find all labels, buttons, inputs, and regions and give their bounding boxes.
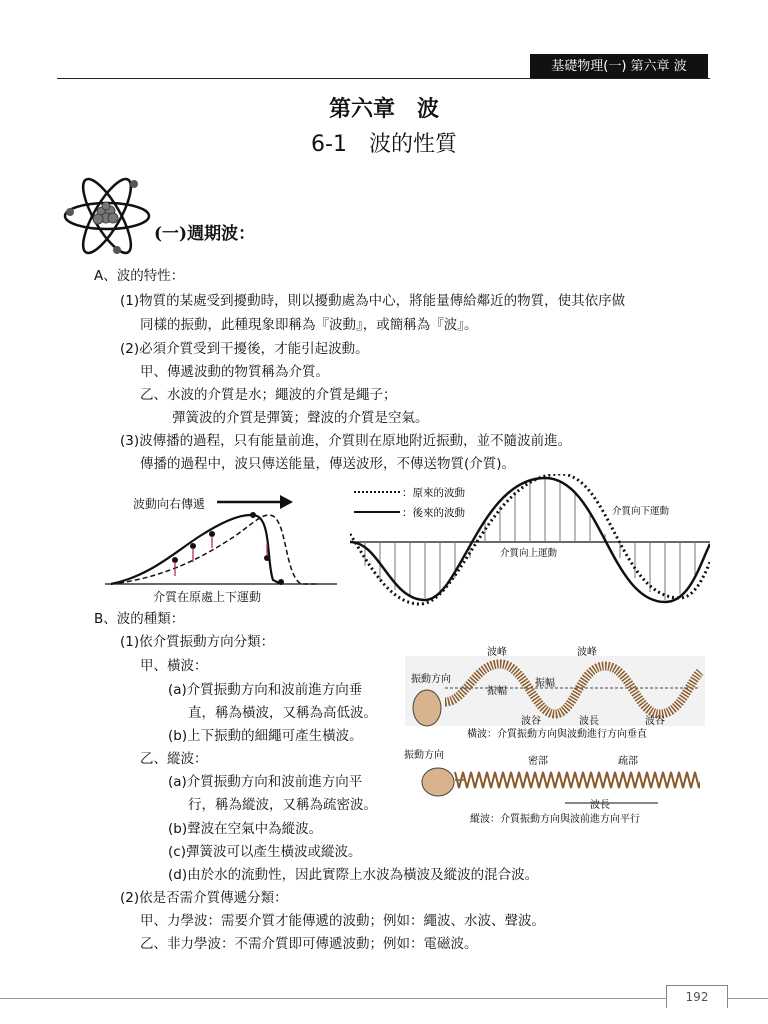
rarefaction-label: 疏部 — [618, 756, 638, 767]
text-line: 甲、力學波：需要介質才能傳遞的波動；例如：繩波、水波、聲波。 — [140, 913, 545, 929]
page-number: 192 — [666, 985, 728, 1008]
wave-shift-diagram — [350, 474, 710, 608]
header-rule — [57, 78, 710, 79]
text-line: 行，稱為縱波，又稱為疏密波。 — [188, 797, 377, 813]
compression-label: 密部 — [528, 756, 548, 767]
text-line: (1)依介質振動方向分類： — [120, 634, 275, 650]
text-line: 甲、橫波： — [140, 658, 208, 674]
trough-label-1: 波谷 — [521, 716, 541, 727]
text-line: 乙、水波的介質是水；繩波的介質是繩子； — [140, 387, 397, 403]
vibration-direction-label-longitudinal: 振動方向 — [404, 750, 444, 761]
chapter-title: 第六章 波 — [328, 96, 439, 122]
amplitude-label-1: 振幅 — [487, 686, 507, 697]
transverse-caption: 橫波：介質振動方向與波動進行方向垂直 — [467, 729, 647, 740]
text-line: (3)波傳播的過程，只有能量前進，介質則在原地附近振動，並不隨波前進。 — [120, 433, 572, 449]
text-line: (a)介質振動方向和波前進方向平 — [168, 774, 363, 790]
text-line: 甲、傳遞波動的物質稱為介質。 — [140, 364, 329, 380]
text-line: 直，稱為橫波，又稱為高低波。 — [188, 705, 377, 721]
text-line: (1)物質的某處受到擾動時，則以擾動處為中心，將能量傳給鄰近的物質，使其依序做 — [120, 293, 626, 309]
text-line: (c)彈簧波可以產生橫波或縱波。 — [168, 844, 362, 860]
wavelength-label: 波長 — [579, 716, 599, 727]
footer-rule — [0, 998, 768, 999]
medium-down-label: 介質向下運動 — [612, 506, 670, 517]
text-line: 乙、縱波： — [140, 751, 208, 767]
subsection-heading: (一)週期波： — [154, 224, 256, 244]
crest-label-2: 波峰 — [577, 647, 597, 658]
vibration-direction-label: 振動方向 — [411, 674, 451, 685]
atom-icon — [62, 176, 152, 256]
pulse-diagram — [105, 484, 345, 608]
legend-later: ：後來的波動 — [402, 507, 465, 519]
pulse-arrow-label: 波動向右傳遞 — [133, 497, 206, 511]
text-line: (d)由於水的流動性，因此實際上水波為橫波及縱波的混合波。 — [168, 867, 539, 883]
wavelength-label-longitudinal: 波長 — [590, 800, 610, 811]
text-line: 傳播的過程中，波只傳送能量，傳送波形，不傳送物質(介質)。 — [140, 456, 516, 472]
pulse-bottom-label: 介質在原處上下運動 — [153, 590, 262, 604]
transverse-wave-diagram — [405, 642, 705, 742]
amplitude-label-2: 振幅 — [535, 678, 555, 689]
text-line: (b)上下振動的細繩可產生橫波。 — [168, 728, 363, 744]
longitudinal-caption: 縱波：介質振動方向與波前進方向平行 — [470, 814, 640, 825]
text-line: (2)必須介質受到干擾後，才能引起波動。 — [120, 341, 369, 357]
text-line: (a)介質振動方向和波前進方向垂 — [168, 682, 363, 698]
text-line: 同樣的振動，此種現象即稱為『波動』，或簡稱為『波』。 — [140, 317, 478, 333]
text-line: 彈簧波的介質是彈簧；聲波的介質是空氣。 — [172, 410, 429, 426]
text-line: 乙、非力學波：不需介質即可傳遞波動；例如：電磁波。 — [140, 936, 478, 952]
medium-up-label: 介質向上運動 — [500, 548, 558, 559]
longitudinal-wave-diagram — [400, 748, 700, 828]
text-line: (b)聲波在空氣中為縱波。 — [168, 821, 323, 837]
crest-label-1: 波峰 — [487, 647, 507, 658]
text-line: A、波的特性： — [94, 268, 185, 284]
section-title: 6-1 波的性質 — [311, 132, 457, 157]
legend-original: ：原來的波動 — [402, 487, 465, 499]
chapter-header-tab: 基礎物理(一) 第六章 波 — [530, 54, 708, 79]
trough-label-2: 波谷 — [645, 716, 665, 727]
text-line: (2)依是否需介質傳遞分類： — [120, 890, 288, 906]
text-line: B、波的種類： — [94, 611, 185, 627]
